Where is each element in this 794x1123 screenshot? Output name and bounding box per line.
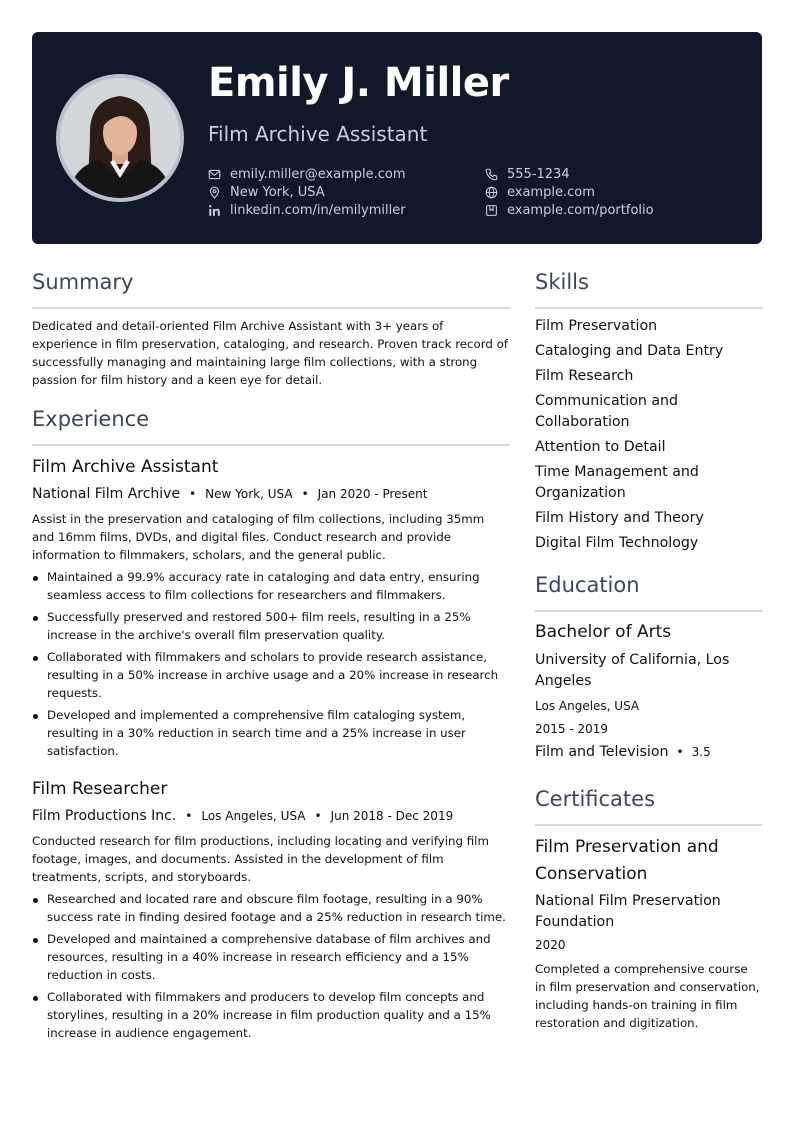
skills-list <box>535 316 755 558</box>
job-2-description: Conducted research for film productions, including locating and verifying film footage, images, and documents. Assisted in the development of film treatments, scripts, and storyboards. <box>32 834 489 884</box>
map-pin-icon <box>208 186 221 199</box>
education-field-row <box>535 744 711 760</box>
separator-dot: • <box>185 809 193 823</box>
certificate-issuer: National Film Preservation Foundation <box>535 893 721 930</box>
education-gpa: 3.5 <box>691 745 711 759</box>
experience-heading: Experience <box>32 407 150 431</box>
portrait-image <box>60 78 180 198</box>
certificates-divider <box>535 824 762 826</box>
job-title-headline: Film Archive Assistant <box>208 122 428 146</box>
certificates-heading: Certificates <box>535 787 656 811</box>
education-school: University of California, Los Angeles <box>535 652 730 689</box>
job-1-dates: Jan 2020 - Present <box>317 487 428 501</box>
education-degree: Bachelor of Arts <box>535 622 672 642</box>
full-name: Emily J. Miller <box>208 60 509 106</box>
certificate-year: 2020 <box>535 938 566 952</box>
job-2-meta <box>32 808 453 824</box>
contact-website-text: example.com <box>507 184 595 200</box>
separator-dot: • <box>314 809 322 823</box>
certificate-description: Completed a comprehensive course in film preservation and conservation, including hands-on training in film restoration and digitization. <box>535 962 760 1030</box>
skill-item: Communication and Collaboration <box>535 393 679 430</box>
list-item: Successfully preserved and restored 500+ film reels, resulting in a 25% increase in the archive's overall film preservation quality. <box>32 608 510 644</box>
summary-text: Dedicated and detail-oriented Film Archive Assistant with 3+ years of experience in film preservation, cataloging, and research. Proven track record of successfully managing and maintaining large film collections, with a strong passion for film history and a keen eye for detail. <box>32 319 509 387</box>
contact-email[interactable] <box>208 165 406 183</box>
skill-item: Cataloging and Data Entry <box>535 343 724 359</box>
education-location: Los Angeles, USA <box>535 699 640 713</box>
separator-dot: • <box>676 745 684 759</box>
skill-item: Time Management and Organization <box>535 464 699 501</box>
list-item: Maintained a 99.9% accuracy rate in cataloging and data entry, ensuring seamless access to film collections for researchers and filmmakers. <box>32 568 510 604</box>
list-item: Collaborated with filmmakers and scholars to provide research assistance, resulting in a 50% increase in archive usage and a 20% increase in research requests. <box>32 648 510 702</box>
skill-item: Digital Film Technology <box>535 535 699 551</box>
job-2-location: Los Angeles, USA <box>201 809 306 823</box>
skill-item: Film Preservation <box>535 318 658 334</box>
education-dates: 2015 - 2019 <box>535 722 609 736</box>
job-1-bullets <box>32 568 510 764</box>
globe-icon <box>485 186 498 199</box>
summary-divider <box>32 307 510 309</box>
contact-linkedin[interactable] <box>208 201 406 219</box>
skill-item: Attention to Detail <box>535 439 666 455</box>
job-2-company: Film Productions Inc. <box>32 808 177 824</box>
skills-divider <box>535 307 762 309</box>
contact-portfolio[interactable] <box>485 201 654 219</box>
separator-dot: • <box>189 487 197 501</box>
skills-heading: Skills <box>535 270 589 294</box>
certificate-title: Film Preservation and Conservation <box>535 837 719 884</box>
contact-portfolio-text: example.com/portfolio <box>507 202 654 218</box>
job-1-location: New York, USA <box>205 487 293 501</box>
linkedin-icon <box>208 204 221 217</box>
list-item: Researched and located rare and obscure film footage, resulting in a 90% success rate in finding desired footage and a 25% reduction in research time. <box>32 890 510 926</box>
list-item: Collaborated with filmmakers and producers to develop film concepts and storylines, resulting in a 20% increase in film production quality and a 15% increase in audience engagement. <box>32 988 510 1042</box>
contact-linkedin-text: linkedin.com/in/emilymiller <box>230 202 406 218</box>
job-1-description: Assist in the preservation and cataloging of film collections, including 35mm and 16mm films, DVDs, and digital files. Conduct research and provide information to filmmakers, scholars, and the general public. <box>32 512 485 562</box>
job-1-title: Film Archive Assistant <box>32 457 219 477</box>
resume-header <box>32 32 762 244</box>
job-1-meta <box>32 486 428 502</box>
list-item: Developed and implemented a comprehensive film cataloging system, resulting in a 30% reduction in search time and a 25% increase in user satisfaction. <box>32 706 510 760</box>
job-2-dates: Jun 2018 - Dec 2019 <box>330 809 454 823</box>
summary-heading: Summary <box>32 270 134 294</box>
profile-photo <box>56 74 184 202</box>
separator-dot: • <box>301 487 309 501</box>
phone-icon <box>485 168 498 181</box>
experience-divider <box>32 444 510 446</box>
contact-website[interactable] <box>485 183 595 201</box>
contact-location <box>208 183 325 201</box>
education-field: Film and Television <box>535 744 669 760</box>
job-1-company: National Film Archive <box>32 486 181 502</box>
education-heading: Education <box>535 573 640 597</box>
skill-item: Film Research <box>535 368 634 384</box>
skill-item: Film History and Theory <box>535 510 704 526</box>
job-2-title: Film Researcher <box>32 779 168 799</box>
job-2-bullets <box>32 890 510 1046</box>
contact-email-text: emily.miller@example.com <box>230 166 406 182</box>
portfolio-icon <box>485 204 498 217</box>
list-item: Developed and maintained a comprehensive database of film archives and resources, resulting in a 40% increase in research efficiency and a 15% reduction in costs. <box>32 930 510 984</box>
mail-icon <box>208 168 221 181</box>
education-divider <box>535 610 762 612</box>
contact-location-text: New York, USA <box>230 184 325 200</box>
contact-phone[interactable] <box>485 165 570 183</box>
contact-phone-text: 555-1234 <box>507 166 570 182</box>
